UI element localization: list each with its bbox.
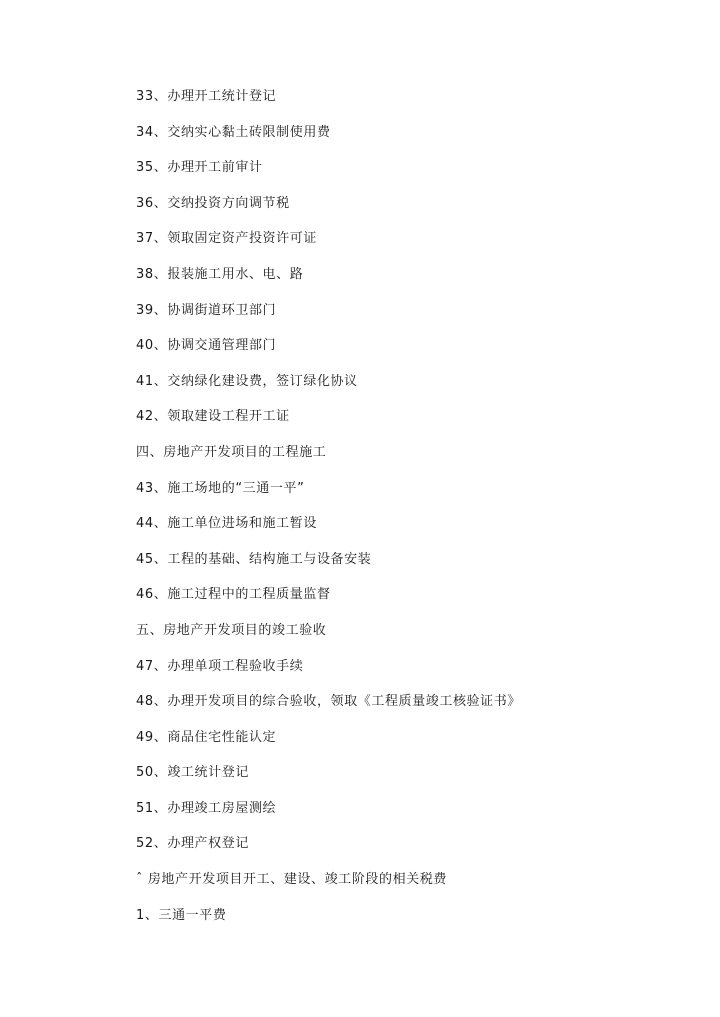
text-line-48: 48、办理开发项目的综合验收，领取《工程质量竣工核验证书》 [136, 694, 521, 710]
text-line-35: 35、办理开工前审计 [136, 160, 263, 176]
document-text-lines [136, 86, 521, 940]
text-line-37: 37、领取固定资产投资许可证 [136, 231, 317, 247]
text-line-42: 42、领取建设工程开工证 [136, 409, 290, 425]
text-line-50: 50、竣工统计登记 [136, 765, 249, 781]
text-line-39: 39、协调街道环卫部门 [136, 302, 277, 318]
text-line-33: 33、办理开工统计登记 [136, 89, 277, 104]
text-line-38: 38、报装施工用水、电、路 [136, 266, 304, 282]
text-line-45: 45、工程的基础、结构施工与设备安装 [136, 551, 372, 567]
text-line-34: 34、交纳实心黏土砖限制使用费 [136, 124, 331, 140]
text-line-44: 44、施工单位进场和施工暂设 [136, 516, 317, 532]
text-line-40: 40、协调交通管理部门 [136, 338, 277, 354]
text-line-43: 43、施工场地的“三通一平” [136, 480, 305, 496]
text-line-41: 41、交纳绿化建设费，签订绿化协议 [136, 373, 358, 389]
section-heading-acceptance: 五、房地产开发项目的竣工验收 [136, 622, 327, 638]
text-line-49: 49、商品住宅性能认定 [136, 729, 277, 745]
text-line-51: 51、办理竣工房屋测绘 [136, 800, 277, 816]
text-line-36: 36、交纳投资方向调节税 [136, 195, 290, 211]
section-heading-taxes: ˆ 房地产开发项目开工、建设、竣工阶段的相关税费 [136, 872, 448, 888]
text-line-47: 47、办理单项工程验收手续 [136, 658, 304, 674]
text-line-46: 46、施工过程中的工程质量监督 [136, 587, 331, 603]
section-heading-construction: 四、房地产开发项目的工程施工 [136, 444, 327, 460]
text-line-fee-1: 1、三通一平费 [136, 907, 227, 923]
text-line-52: 52、办理产权登记 [136, 836, 249, 852]
